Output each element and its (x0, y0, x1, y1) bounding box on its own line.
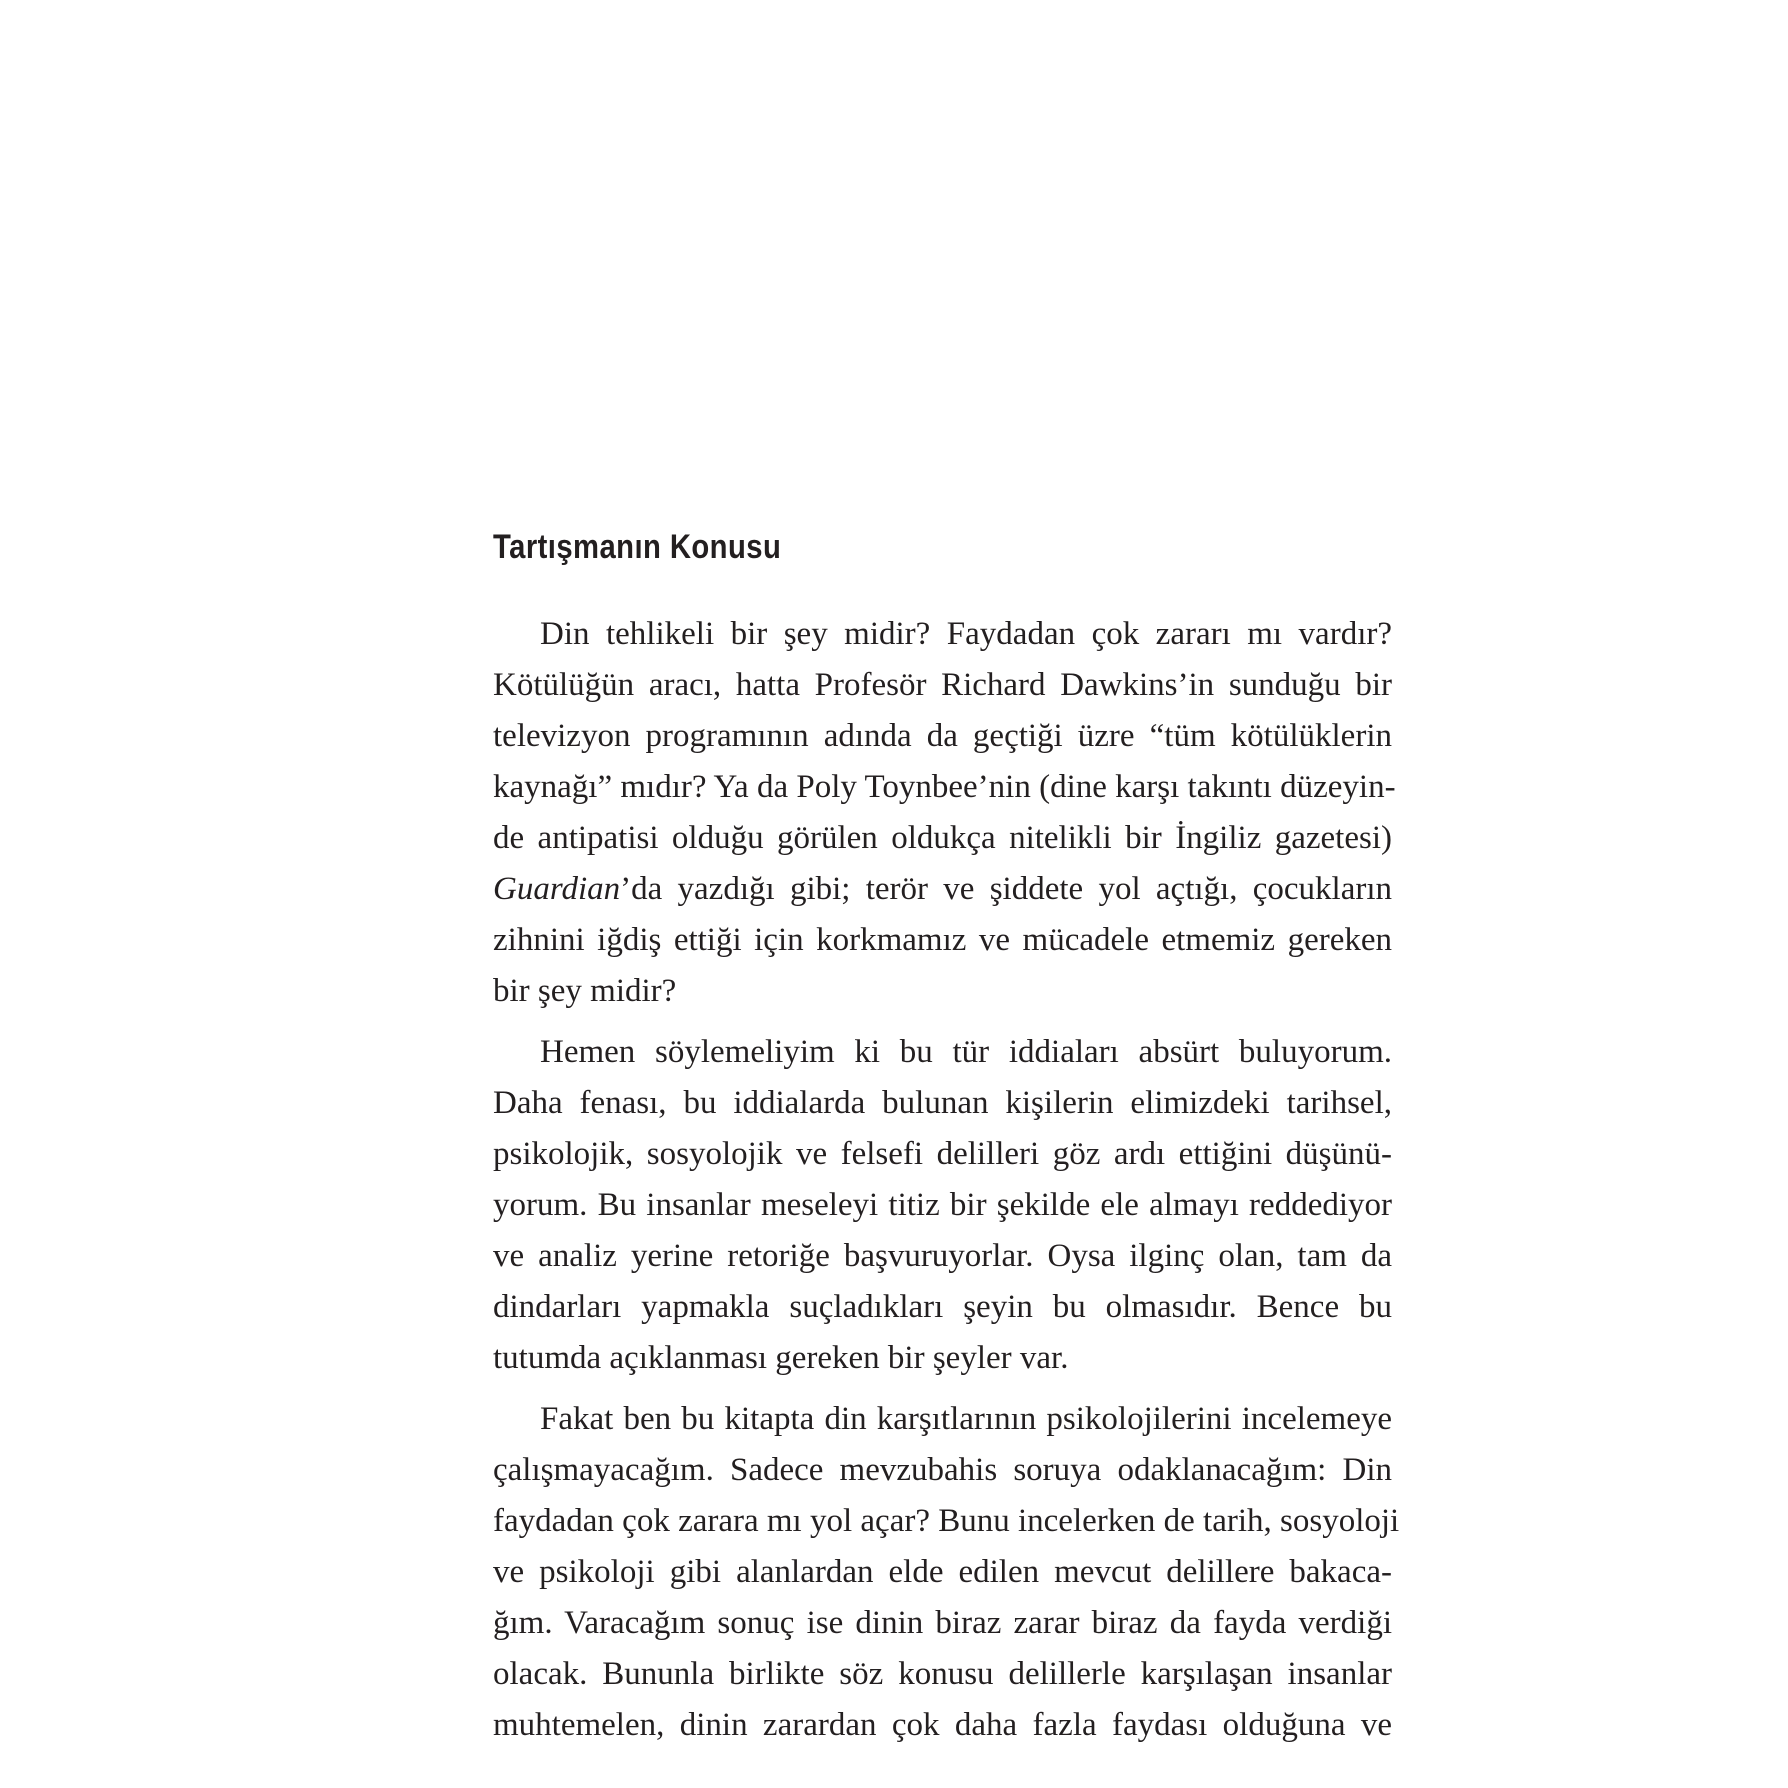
text-line: faydadan çok zarara mı yol açar? Bunu incelerken de tarih, sosyoloji (493, 1503, 1400, 1539)
italic-title: Guardian (493, 871, 621, 907)
text-line: ğım. Varacağım sonuç ise dinin biraz zarar biraz da fayda verdiği (493, 1605, 1392, 1641)
text-line: olacak. Bununla birlikte söz konusu delillerle karşılaşan insanlar (493, 1656, 1392, 1692)
text-line: ve psikoloji gibi alanlardan elde edilen mevcut delillere bakaca- (493, 1554, 1392, 1590)
text-line: dindarları yapmakla suçladıkları şeyin bu olmasıdır. Bence bu (493, 1289, 1392, 1325)
text-line: çalışmayacağım. Sadece mevzubahis soruya odaklanacağım: Din (493, 1452, 1392, 1488)
text-line: Din tehlikeli bir şey midir? Faydadan çok zararı mı vardır? (540, 616, 1392, 652)
text-run: ’da yazdığı gibi; terör ve şiddete yol açtığı, çocukların (620, 871, 1392, 907)
text-line: televizyon programının adında da geçtiği üzre “tüm kötülüklerin (493, 718, 1392, 754)
paragraph-2 (446, 1027, 1392, 1384)
paragraph-3 (446, 1394, 1400, 1751)
text-line: bir şey midir? (493, 973, 677, 1009)
text-line: tutumda açıklanması gereken bir şeyler var. (493, 1340, 1069, 1376)
body-text (446, 609, 1400, 1751)
text-line: psikolojik, sosyolojik ve felsefi delilleri göz ardı ettiğini düşünü- (493, 1136, 1392, 1172)
paragraph-1 (446, 609, 1396, 1017)
text-line: zihnini iğdiş ettiği için korkmamız ve mücadele etmemiz gereken (493, 922, 1392, 958)
text-line: yorum. Bu insanlar meseleyi titiz bir şekilde ele almayı reddediyor (493, 1187, 1392, 1223)
text-line (446, 864, 1392, 915)
text-line: muhtemelen, dinin zarardan çok daha fazla faydası olduğuna ve (493, 1707, 1392, 1743)
text-line: Daha fenası, bu iddialarda bulunan kişilerin elimizdeki tarihsel, (493, 1085, 1392, 1121)
text-line: Fakat ben bu kitapta din karşıtlarının psikolojilerini incelemeye (540, 1401, 1392, 1437)
text-line: kaynağı” mıdır? Ya da Poly Toynbee’nin (dine karşı takıntı düzeyin- (493, 769, 1396, 805)
text-line: de antipatisi olduğu görülen oldukça nitelikli bir İngiliz gazetesi) (493, 820, 1392, 856)
section-heading: Tartışmanın Konusu (493, 528, 782, 566)
text-line: Hemen söylemeliyim ki bu tür iddiaları absürt buluyorum. (540, 1034, 1392, 1070)
text-line: Kötülüğün aracı, hatta Profesör Richard Dawkins’in sunduğu bir (493, 667, 1392, 703)
text-line: ve analiz yerine retoriğe başvuruyorlar. Oysa ilginç olan, tam da (493, 1238, 1392, 1274)
